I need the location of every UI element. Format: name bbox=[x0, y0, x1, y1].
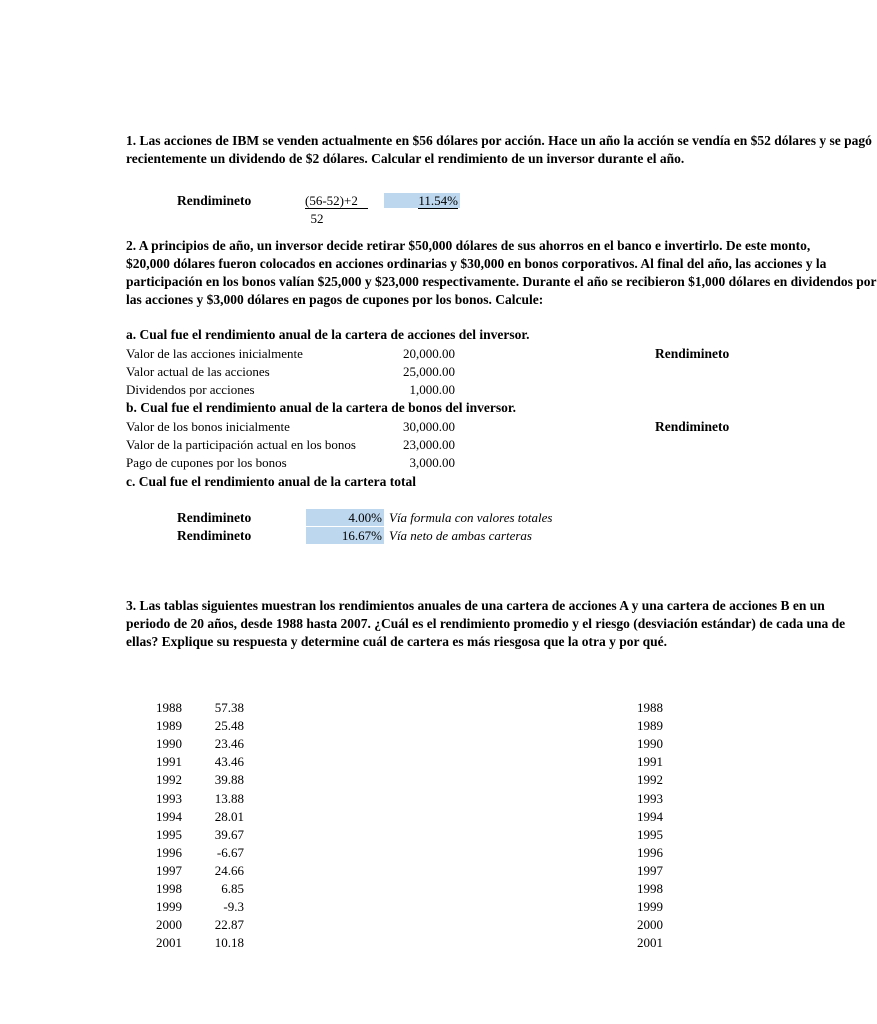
table-a-year-cell[interactable]: 1996 bbox=[156, 845, 182, 860]
table-a-return-cell[interactable]: 39.67 bbox=[214, 827, 244, 842]
table-a-return-cell[interactable]: 28.01 bbox=[214, 809, 244, 824]
q2-a-row-value[interactable]: 20,000.00 bbox=[403, 346, 455, 361]
table-b-year-cell[interactable]: 1997 bbox=[637, 863, 663, 878]
table-a-return-cell[interactable]: 10.18 bbox=[214, 935, 244, 950]
table-a-year-cell[interactable]: 1988 bbox=[156, 700, 182, 715]
q1-formula-denominator: 52 bbox=[310, 211, 324, 226]
table-a-return-cell[interactable]: 13.88 bbox=[214, 791, 244, 806]
table-a-year-cell[interactable]: 1994 bbox=[156, 809, 182, 824]
q2-a-row-value[interactable]: 25,000.00 bbox=[403, 364, 455, 379]
table-a-year-cell[interactable]: 2000 bbox=[156, 917, 182, 932]
q1-result-cell[interactable]: 11.54% bbox=[384, 193, 460, 208]
table-b-year-cell[interactable]: 2001 bbox=[637, 935, 663, 950]
table-b-year-cell[interactable]: 1999 bbox=[637, 899, 663, 914]
table-a-year-cell[interactable]: 1995 bbox=[156, 827, 182, 842]
q3-line-3: ellas? Explique su respuesta y determine cuál de cartera es más riesgosa que la otra y por qué. bbox=[126, 634, 667, 649]
table-b-year-cell[interactable]: 1994 bbox=[637, 809, 663, 824]
table-a-year-cell[interactable]: 2001 bbox=[156, 935, 182, 950]
q2-a-title: a. Cual fue el rendimiento anual de la cartera de acciones del inversor. bbox=[126, 327, 530, 342]
q2-line-3: participación en los bonos valían $25,000 y $23,000 respectivamente. Durante el año se recibieron $1,000 dólares en dividendos por bbox=[126, 274, 877, 289]
table-a-year-cell[interactable]: 1991 bbox=[156, 754, 182, 769]
q1-result-label: Rendimineto bbox=[177, 193, 252, 208]
table-a-year-cell[interactable]: 1990 bbox=[156, 736, 182, 751]
table-a-year-cell[interactable]: 1993 bbox=[156, 791, 182, 806]
q2-b-row-value[interactable]: 3,000.00 bbox=[409, 455, 455, 470]
table-b-year-cell[interactable]: 1993 bbox=[637, 791, 663, 806]
table-b-year-cell[interactable]: 1996 bbox=[637, 845, 663, 860]
q2-line-4: las acciones y $3,000 dólares en pagos de cupones por los bonos. Calcule: bbox=[126, 292, 544, 307]
table-a-year-cell[interactable]: 1992 bbox=[156, 772, 182, 787]
q2-a-row-label: Valor de las acciones inicialmente bbox=[126, 346, 303, 361]
table-a-return-cell[interactable]: 6.85 bbox=[221, 881, 244, 896]
table-a-return-cell[interactable]: -6.67 bbox=[216, 845, 244, 860]
table-a-return-cell[interactable]: 23.46 bbox=[214, 736, 244, 751]
q2-a-row-label: Dividendos por acciones bbox=[126, 382, 255, 397]
q1-line-1: 1. Las acciones de IBM se venden actualmente en $56 dólares por acción. Hace un año la acción se vendía en $52 dólares y se pagó bbox=[126, 133, 872, 148]
q2-a-row-label: Valor actual de las acciones bbox=[126, 364, 270, 379]
q2-a-row-value[interactable]: 1,000.00 bbox=[409, 382, 455, 397]
q2-line-1: 2. A principios de año, un inversor decide retirar $50,000 dólares de sus ahorros en el banco e invertirlo. De este monto, bbox=[126, 238, 811, 253]
q2-b-row-value[interactable]: 23,000.00 bbox=[403, 437, 455, 452]
q2-b-side-label: Rendimineto bbox=[655, 419, 730, 434]
table-a-return-cell[interactable]: 24.66 bbox=[214, 863, 244, 878]
table-a-year-cell[interactable]: 1997 bbox=[156, 863, 182, 878]
q2-b-row-label: Valor de los bonos inicialmente bbox=[126, 419, 290, 434]
q2-a-side-label: Rendimineto bbox=[655, 346, 730, 361]
table-b-year-cell[interactable]: 1990 bbox=[637, 736, 663, 751]
table-a-return-cell[interactable]: 25.48 bbox=[214, 718, 244, 733]
table-b-year-cell[interactable]: 2000 bbox=[637, 917, 663, 932]
table-a-return-cell[interactable]: 39.88 bbox=[214, 772, 244, 787]
q2-line-2: $20,000 dólares fueron colocados en acciones ordinarias y $30,000 en bonos corporativos. Al final del año, las acciones y la bbox=[126, 256, 827, 271]
q2-b-row-label: Pago de cupones por los bonos bbox=[126, 455, 287, 470]
q2-c-row-note: Vía neto de ambas carteras bbox=[389, 528, 532, 543]
q2-b-row-value[interactable]: 30,000.00 bbox=[403, 419, 455, 434]
table-a-return-cell[interactable]: 22.87 bbox=[214, 917, 244, 932]
table-a-return-cell[interactable]: -9.3 bbox=[223, 899, 244, 914]
q2-c-row-label: Rendimineto bbox=[177, 510, 252, 525]
q1-formula-numerator: (56-52)+2 bbox=[305, 193, 383, 208]
table-b-year-cell[interactable]: 1989 bbox=[637, 718, 663, 733]
table-a-year-cell[interactable]: 1999 bbox=[156, 899, 182, 914]
q2-b-row-label: Valor de la participación actual en los bonos bbox=[126, 437, 356, 452]
table-b-year-cell[interactable]: 1988 bbox=[637, 700, 663, 715]
q2-c-row-value[interactable]: 4.00% bbox=[306, 509, 384, 526]
q3-line-1: 3. Las tablas siguientes muestran los rendimientos anuales de una cartera de acciones A y una cartera de acciones B en un bbox=[126, 598, 825, 613]
q2-c-row-note: Vía formula con valores totales bbox=[389, 510, 553, 525]
q1-line-2: recientemente un dividendo de $2 dólares. Calcular el rendimiento de un inversor durante el año. bbox=[126, 151, 685, 166]
table-b-year-cell[interactable]: 1995 bbox=[637, 827, 663, 842]
table-a-year-cell[interactable]: 1998 bbox=[156, 881, 182, 896]
table-a-return-cell[interactable]: 57.38 bbox=[214, 700, 244, 715]
table-a-year-cell[interactable]: 1989 bbox=[156, 718, 182, 733]
q2-b-title: b. Cual fue el rendimiento anual de la cartera de bonos del inversor. bbox=[126, 400, 517, 415]
q2-c-row-value[interactable]: 16.67% bbox=[306, 527, 384, 544]
table-a-return-cell[interactable]: 43.46 bbox=[214, 754, 244, 769]
table-b-year-cell[interactable]: 1991 bbox=[637, 754, 663, 769]
q3-line-2: periodo de 20 años, desde 1988 hasta 2007. ¿Cuál es el rendimiento promedio y el riesgo (desviación estándar) de cada una de bbox=[126, 616, 846, 631]
q2-c-title: c. Cual fue el rendimiento anual de la cartera total bbox=[126, 474, 416, 489]
table-b-year-cell[interactable]: 1992 bbox=[637, 772, 663, 787]
table-b-year-cell[interactable]: 1998 bbox=[637, 881, 663, 896]
q2-c-row-label: Rendimineto bbox=[177, 528, 252, 543]
